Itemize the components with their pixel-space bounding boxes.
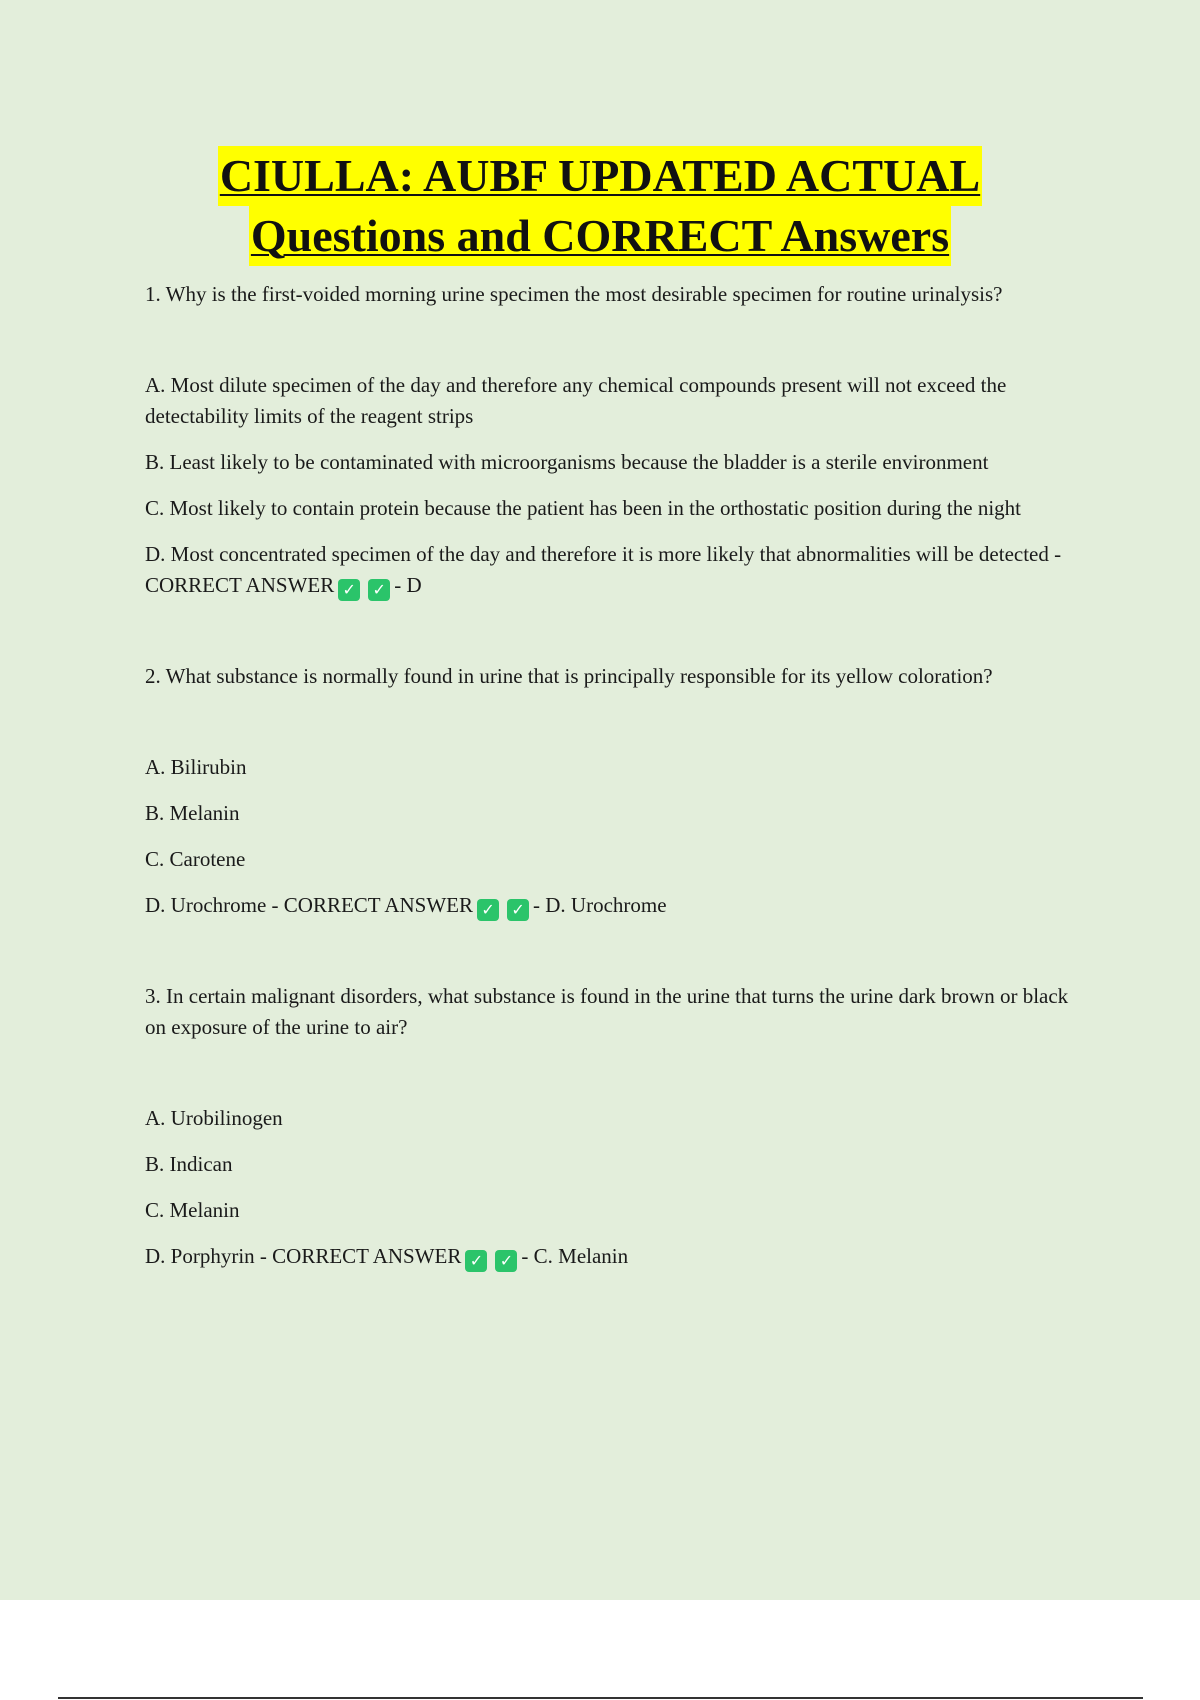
answer-text: - D. Urochrome — [533, 893, 667, 917]
option-c: C. Most likely to contain protein because the patient has been in the orthostatic position during the night — [145, 496, 1021, 520]
document-title — [0, 146, 1200, 266]
option-c: C. Carotene — [145, 847, 246, 871]
option-d — [145, 1241, 1075, 1272]
check-mark-icon: ✓ — [507, 899, 529, 921]
question-block-1 — [145, 279, 1075, 601]
option-d — [145, 890, 1075, 921]
options-list — [145, 1103, 1075, 1272]
option-a: A. Urobilinogen — [145, 1106, 283, 1130]
option-a: A. Bilirubin — [145, 755, 247, 779]
questions-list — [145, 279, 1075, 1332]
option-a: A. Most dilute specimen of the day and therefore any chemical compounds present will not exceed the detectability limits of the reagent strips — [145, 373, 1007, 428]
option-d — [145, 539, 1075, 601]
check-mark-icon: ✓ — [368, 579, 390, 601]
option-b: B. Melanin — [145, 801, 240, 825]
title-line-1: CIULLA: AUBF UPDATED ACTUAL — [218, 146, 982, 206]
options-list — [145, 370, 1075, 601]
question-text: 1. Why is the first-voided morning urine specimen the most desirable specimen for routine urinalysis? — [145, 282, 1003, 306]
check-mark-icon: ✓ — [465, 1250, 487, 1272]
check-mark-icon: ✓ — [338, 579, 360, 601]
option-b: B. Least likely to be contaminated with microorganisms because the bladder is a sterile environment — [145, 450, 989, 474]
option-c: C. Melanin — [145, 1198, 240, 1222]
check-mark-icon: ✓ — [495, 1250, 517, 1272]
answer-text: - D — [394, 573, 422, 597]
answer-text: - C. Melanin — [521, 1244, 629, 1268]
question-text: 2. What substance is normally found in urine that is principally responsible for its yellow coloration? — [145, 664, 993, 688]
option-b: B. Indican — [145, 1152, 233, 1176]
question-text: 3. In certain malignant disorders, what substance is found in the urine that turns the urine dark brown or black on exposure of the urine to air? — [145, 984, 1069, 1039]
option-d-text: D. Porphyrin - CORRECT ANSWER — [145, 1244, 462, 1268]
options-list — [145, 752, 1075, 921]
check-mark-icon: ✓ — [477, 899, 499, 921]
footer-divider — [58, 1697, 1143, 1699]
question-block-2 — [145, 661, 1075, 921]
question-block-3 — [145, 981, 1075, 1272]
title-line-2: Questions and CORRECT Answers — [249, 206, 951, 266]
option-d-text: D. Most concentrated specimen of the day and therefore it is more likely that abnormalities will be detected - CORRECT ANSWER — [145, 542, 1062, 597]
option-d-text: D. Urochrome - CORRECT ANSWER — [145, 893, 474, 917]
